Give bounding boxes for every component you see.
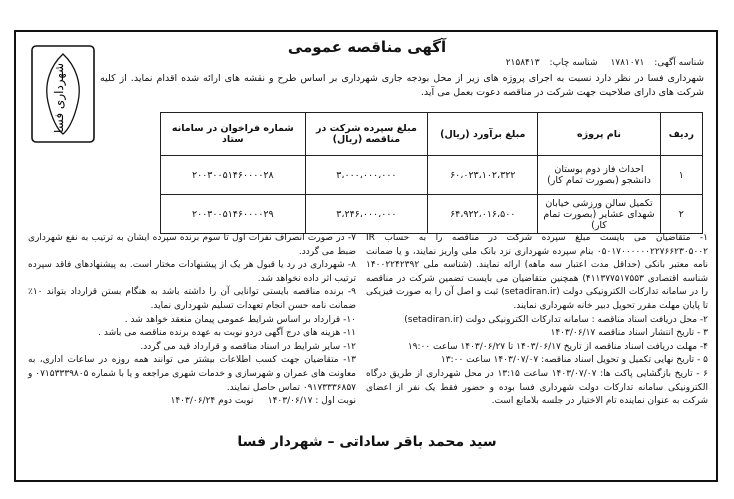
row-estimate: ۶۴،۹۲۲،۰۱۶،۵۰۰: [428, 195, 538, 234]
row-tender-number: ۲۰۰۳۰۰۵۱۴۶۰۰۰۰۲۸: [161, 156, 306, 195]
row-project-name: تکمیل سالن ورزشی خیابان شهدای عشایر (بصورت تمام کار): [538, 195, 660, 234]
condition-item: ۱۰- قرارداد بر اساس شرایط عمومی پیمان منعقد خواهد شد .: [124, 314, 356, 325]
row-estimate: ۶۰،۰۲۳،۱۰۲،۳۲۲: [428, 156, 538, 195]
header-index: ردیف: [660, 113, 702, 156]
condition-item: ۷- در صورت انصراف نفرات اول تا سوم برنده سپرده ایشان به ترتیب به نفع شهرداری ضبط می گردد.: [28, 233, 356, 257]
page-title: آگهی مناقصه عمومی: [287, 38, 447, 56]
notice-meta: [496, 58, 704, 68]
condition-item: ۱۳- متقاضیان جهت کسب اطلاعات بیشتر می توانند همه روزه در ساعات اداری، به معاونت های عمران و شهرسازی و خدمات شهری مراجعه و یا با شماره ۰۷۱۵۳۳۳۹۸۰۵ و ۰۹۱۷۳۳۳۶۸۵۷ تماس حاصل نمایند.: [28, 355, 356, 393]
logo-text: شهرداری فسا: [52, 63, 66, 133]
table-row: [161, 195, 703, 234]
print-id: ۲۱۵۸۴۱۳: [505, 58, 540, 68]
first-publication-label: نوبت اول :: [315, 396, 356, 407]
condition-item: ۱۲- سایر شرایط در اسناد مناقصه و قرارداد قید می گردد.: [140, 341, 356, 352]
header-tender-number: شماره فراخوان در سامانه ستاد: [161, 113, 306, 156]
row-deposit: ۳،۲۴۶،۰۰۰،۰۰۰: [305, 195, 428, 234]
ad-id: ۱۷۸۱۰۷۱: [610, 58, 645, 68]
ad-id-label: شناسه آگهی:: [654, 58, 704, 68]
header-deposit: مبلغ سپرده شرکت در مناقصه (ریال): [305, 113, 428, 156]
first-publication-date: ۱۴۰۳/۰۶/۱۷: [267, 396, 313, 407]
row-index: ۱: [660, 156, 702, 195]
condition-item: ۳ - تاریخ انتشار اسناد مناقصه ۱۴۰۳/۰۶/۱۷: [550, 328, 708, 339]
row-project-name: احداث فاز دوم بوستان دانشجو (بصورت تمام کار): [538, 156, 660, 195]
condition-item: ۹- برنده مناقصه بایستی توانایی آن را داشته باشد به هنگام بستن قرارداد بتواند ۱۰٪ ضمانت نامه حسن انجام تعهدات تسلیم شهرداری نماید.: [28, 287, 356, 311]
condition-item: ۶ - تاریخ بازگشایی پاکت ها: ۱۴۰۳/۰۷/۰۷ ساعت ۱۳:۱۵ در محل شهرداری از طریق درگاه الکترونیکی سامانه تدارکات دولت شهرداری فسا بوده و حضور فقط یک نفر از اعضای شرکت به عنوان نماینده تام الاختیار در جلسه بلامانع است.: [366, 368, 709, 407]
signature: سید محمد باقر ساداتی – شهردار فسا: [237, 434, 497, 450]
row-deposit: ۳،۰۰۰،۰۰۰،۰۰۰: [305, 156, 428, 195]
second-publication-date: ۱۴۰۳/۰۶/۲۴: [170, 396, 216, 407]
table-row: [161, 156, 703, 195]
table-header-row: [161, 113, 703, 156]
row-index: ۲: [660, 195, 702, 234]
condition-item: ۱- متقاضیان می بایست مبلغ سپرده شرکت در مناقصه را به حساب IR ۰۵۰۱۷۰۰۰۰۰۰۲۲۷۶۶۲۳۰۵۰۰۲ بنام سپرده شهرداری نزد بانک ملی واریز نمایند، و یا ضمانت نامه معتبر بانکی (حداقل مدت اعتبار سه ماهه) ارائه نمایند. (شناسه ملی ۱۴۰۰۲۲۴۲۳۹۲ شناسه اقتصادی ۴۱۱۳۷۷۵۱۷۵۵۳) همچنین متقاضیان می بایست تضمین شرکت در مناقصه را در سامانه تدارکات الکترونیکی دولت (setadiran.ir) ثبت و اصل آن را به صورت فیزیکی تا پایان مهلت مقرر تحویل دبیر خانه شهرداری نمایند.: [366, 233, 708, 311]
conditions-right-column: [366, 232, 708, 409]
tender-table: [160, 112, 703, 234]
second-publication-label: نوبت دوم: [218, 396, 254, 407]
header-estimate: مبلغ برآورد (ریال): [428, 113, 538, 156]
condition-item: ۴- مهلت دریافت اسناد مناقصه از تاریخ ۱۴۰۳/۰۶/۱۷ تا ۱۴۰۳/۰۶/۲۷ ساعت ۱۹:۰۰: [407, 341, 708, 352]
row-tender-number: ۲۰۰۳۰۰۵۱۴۶۰۰۰۰۲۹: [161, 195, 306, 234]
condition-item: ۱۱- هزینه های درج آگهی دردو نوبت به عهده برنده مناقصه می باشد .: [98, 328, 356, 339]
condition-item: ۸- شهرداری در رد یا قبول هر یک از پیشنهادات مختار است. به پیشنهادهای فاقد سپرده ترتیب اثر داده نخواهد شد.: [28, 260, 356, 284]
conditions-left-column: [28, 232, 356, 409]
header-project-name: نام پروژه: [538, 113, 660, 156]
intro-paragraph: شهرداری فسا در نظر دارد نسبت به اجرای پروژه های زیر از محل بودجه جاری شهرداری بر اساس طرح و نقشه های ارائه شده اقدام نماید. از کلیه شرکت های دارای صلاحیت جهت شرکت در مناقصه دعوت بعمل می آید.: [100, 73, 704, 98]
condition-item: ۲- محل دریافت اسناد مناقصه : سامانه تدارکات الکترونیکی دولت (setadiran.ir): [404, 314, 708, 325]
condition-item: ۵ - تاریخ نهایی تکمیل و تحویل اسناد مناقصه: ۱۴۰۳/۰۷/۰۷ ساعت ۱۳:۰۰: [440, 355, 708, 366]
municipality-logo: [30, 44, 96, 144]
publication-dates: [28, 395, 356, 409]
print-id-label: شناسه چاپ:: [549, 58, 598, 68]
